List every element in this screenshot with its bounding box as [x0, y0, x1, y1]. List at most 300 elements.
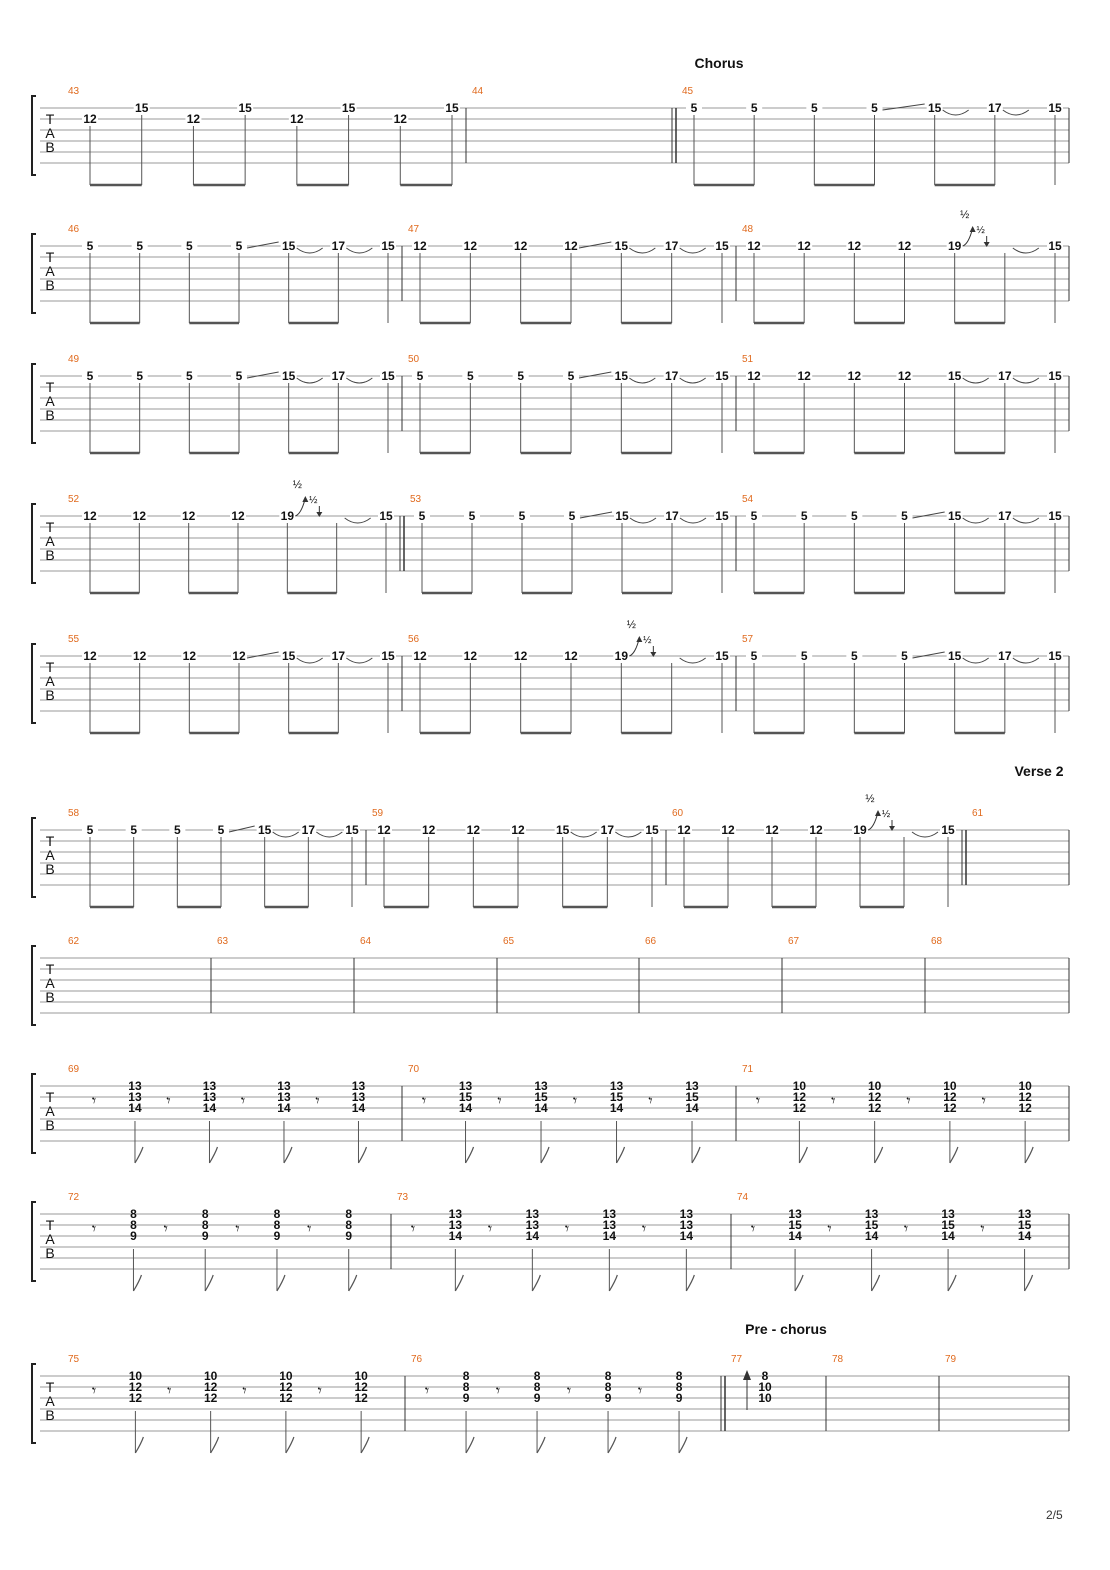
bend-arrowhead — [636, 636, 642, 642]
chord-fret: 14 — [602, 1229, 617, 1243]
system-bracket — [32, 644, 36, 723]
fret-number: 12 — [83, 112, 97, 126]
fret-number: 15 — [379, 509, 393, 523]
fret-number: 15 — [381, 369, 395, 383]
eighth-rest: 𝄾 — [166, 1093, 171, 1110]
fret-number: 19 — [947, 239, 962, 253]
eighth-rest: 𝄾 — [564, 1221, 570, 1238]
fret-number: 5 — [800, 509, 808, 523]
release-label: ½ — [643, 635, 652, 646]
tab-clef-letter: B — [45, 139, 55, 155]
fret-number: 17 — [998, 369, 1012, 383]
tab-clef-letter: B — [45, 687, 55, 703]
eighth-flag — [135, 1147, 143, 1163]
chord-fret: 12 — [279, 1391, 293, 1405]
fret-number: 12 — [747, 369, 761, 383]
eighth-rest: 𝄾 — [307, 1221, 312, 1238]
chord-fret: 8 — [273, 1207, 281, 1221]
tie-arc — [346, 248, 372, 253]
chord-fret: 15 — [788, 1218, 802, 1232]
tie-arc — [963, 378, 989, 383]
measure-number: 47 — [408, 224, 420, 235]
chord-fret: 14 — [128, 1101, 142, 1115]
measure-number: 69 — [68, 1064, 80, 1075]
measure-number: 67 — [788, 936, 800, 947]
fret-number: 17 — [665, 509, 679, 523]
chord-fret: 15 — [1017, 1218, 1032, 1232]
measure-number: 78 — [832, 1354, 844, 1365]
measure-number: 52 — [68, 494, 80, 505]
strum-fret: 8 — [761, 1369, 769, 1383]
chord-fret: 13 — [609, 1079, 624, 1093]
fret-number: 15 — [1048, 239, 1062, 253]
bend-label: ½ — [626, 619, 636, 631]
chord-fret: 15 — [864, 1218, 879, 1232]
fret-number: 12 — [847, 239, 862, 253]
fret-number: 5 — [217, 823, 225, 837]
tab-clef-letter: T — [45, 379, 55, 395]
chord-fret: 8 — [462, 1380, 470, 1394]
fret-number: 15 — [715, 509, 729, 523]
system-bracket — [32, 946, 36, 1025]
tab-clef-letter: B — [45, 1117, 55, 1133]
fret-number: 12 — [421, 823, 436, 837]
tab-clef-letter: T — [45, 111, 55, 127]
chord-fret: 9 — [130, 1229, 137, 1243]
tab-clef-letter: T — [45, 249, 55, 265]
chord-fret: 10 — [279, 1369, 293, 1383]
measure-number: 54 — [742, 494, 754, 505]
slide-line — [913, 652, 945, 658]
eighth-flag — [455, 1275, 463, 1291]
chord-fret: 13 — [525, 1218, 540, 1232]
eighth-flag — [133, 1275, 141, 1291]
chord-fret: 8 — [675, 1380, 683, 1394]
chord-fret: 8 — [345, 1207, 353, 1221]
chord-fret: 12 — [354, 1380, 368, 1394]
tie-arc — [297, 658, 323, 663]
tab-clef-letter: T — [45, 659, 55, 675]
chord-fret: 9 — [462, 1391, 470, 1405]
eighth-flag — [466, 1437, 474, 1453]
fret-number: 15 — [715, 369, 729, 383]
slide-line — [247, 372, 279, 378]
chord-fret: 14 — [534, 1101, 548, 1115]
chord-fret: 10 — [867, 1079, 882, 1093]
chord-fret: 13 — [525, 1207, 540, 1221]
fret-number: 17 — [998, 509, 1012, 523]
system-bracket — [32, 96, 36, 175]
chord-fret: 14 — [277, 1101, 291, 1115]
chord-fret: 12 — [354, 1391, 368, 1405]
chord-fret: 13 — [788, 1207, 802, 1221]
chord-fret: 13 — [1017, 1207, 1032, 1221]
tab-clef-letter: B — [45, 277, 55, 293]
fret-number: 5 — [568, 509, 576, 523]
fret-number: 5 — [810, 101, 818, 115]
slide-line — [229, 826, 255, 832]
tab-clef-letter: B — [45, 407, 55, 423]
chord-fret: 8 — [201, 1218, 209, 1232]
fret-number: 12 — [232, 649, 246, 663]
fret-number: 5 — [850, 509, 858, 523]
fret-number: 12 — [83, 509, 97, 523]
measure-number: 66 — [645, 936, 657, 947]
page-number: 2/5 — [1046, 1508, 1063, 1522]
chord-fret: 14 — [685, 1101, 699, 1115]
eighth-flag — [692, 1147, 700, 1163]
tie-arc — [680, 658, 706, 663]
chord-fret: 15 — [534, 1090, 548, 1104]
chord-fret: 14 — [864, 1229, 879, 1243]
chord-fret: 13 — [351, 1090, 366, 1104]
eighth-rest: 𝄾 — [637, 1383, 643, 1400]
eighth-flag — [541, 1147, 549, 1163]
fret-number: 5 — [136, 239, 144, 253]
tab-clef-letter: B — [45, 547, 55, 563]
fret-number: 15 — [238, 101, 252, 115]
eighth-rest: 𝄾 — [487, 1221, 493, 1238]
eighth-flag — [349, 1275, 357, 1291]
chord-fret: 14 — [351, 1101, 366, 1115]
fret-number: 15 — [445, 101, 459, 115]
fret-number: 15 — [927, 101, 942, 115]
chord-fret: 13 — [864, 1207, 879, 1221]
measure-number: 61 — [972, 808, 984, 819]
fret-number: 5 — [871, 101, 878, 115]
fret-number: 12 — [290, 112, 304, 126]
chord-fret: 10 — [1018, 1079, 1032, 1093]
measure-number: 68 — [931, 936, 943, 947]
chord-fret: 13 — [685, 1079, 699, 1093]
tie-arc — [297, 248, 323, 253]
chord-fret: 12 — [203, 1391, 218, 1405]
eighth-flag — [1025, 1275, 1033, 1291]
fret-number: 15 — [257, 823, 272, 837]
fret-number: 19 — [280, 509, 295, 523]
chord-fret: 8 — [345, 1218, 353, 1232]
eighth-rest: 𝄾 — [572, 1093, 578, 1110]
eighth-rest: 𝄾 — [566, 1383, 572, 1400]
eighth-flag — [608, 1437, 616, 1453]
measure-number: 59 — [372, 808, 384, 819]
system-bracket — [32, 1364, 36, 1443]
tie-arc — [615, 832, 641, 837]
chord-fret: 13 — [602, 1218, 617, 1232]
measure-number: 64 — [360, 936, 372, 947]
eighth-rest: 𝄾 — [91, 1093, 97, 1110]
slide-line — [247, 652, 279, 658]
system-bracket — [32, 234, 36, 313]
measure-number: 77 — [731, 1354, 743, 1365]
tab-clef-letter: A — [45, 393, 55, 409]
tie-arc — [1013, 518, 1039, 523]
tie-arc — [346, 378, 372, 383]
tie-arc — [1013, 248, 1039, 253]
fret-number: 17 — [331, 239, 346, 253]
slide-line — [913, 512, 945, 518]
chord-fret: 12 — [128, 1391, 143, 1405]
fret-number: 12 — [231, 509, 245, 523]
chord-fret: 9 — [201, 1229, 209, 1243]
fret-number: 19 — [853, 823, 867, 837]
eighth-flag — [1025, 1147, 1033, 1163]
fret-number: 15 — [281, 649, 296, 663]
tab-clef-letter: B — [45, 1407, 55, 1423]
measure-number: 56 — [408, 634, 420, 645]
fret-number: 17 — [600, 823, 615, 837]
tie-arc — [629, 248, 655, 253]
eighth-flag — [205, 1275, 213, 1291]
fret-number: 5 — [235, 239, 243, 253]
fret-number: 5 — [86, 823, 94, 837]
eighth-rest: 𝄾 — [641, 1221, 647, 1238]
eighth-flag — [211, 1437, 219, 1453]
fret-number: 15 — [715, 649, 729, 663]
system-bracket — [32, 818, 36, 897]
tie-arc — [680, 248, 706, 253]
chord-fret: 14 — [448, 1229, 463, 1243]
eighth-flag — [532, 1275, 540, 1291]
fret-number: 15 — [645, 823, 659, 837]
chord-fret: 13 — [448, 1218, 463, 1232]
tie-arc — [629, 378, 655, 383]
fret-number: 15 — [1048, 369, 1062, 383]
tab-clef-letter: A — [45, 1231, 55, 1247]
fret-number: 12 — [897, 369, 912, 383]
tie-arc — [346, 658, 372, 663]
eighth-rest: 𝄾 — [167, 1383, 172, 1400]
fret-number: 5 — [86, 369, 94, 383]
chord-fret: 14 — [679, 1229, 694, 1243]
eighth-flag — [466, 1147, 474, 1163]
chord-fret: 13 — [128, 1090, 142, 1104]
fret-number: 12 — [181, 509, 196, 523]
fret-number: 12 — [83, 649, 97, 663]
measure-number: 74 — [737, 1192, 749, 1203]
tab-clef-letter: T — [45, 519, 55, 535]
eighth-rest: 𝄾 — [240, 1093, 246, 1110]
chord-fret: 12 — [943, 1101, 957, 1115]
chord-fret: 12 — [128, 1380, 143, 1394]
system-bracket — [32, 504, 36, 583]
fret-number: 15 — [947, 509, 962, 523]
eighth-rest: 𝄾 — [91, 1383, 97, 1400]
eighth-flag — [686, 1275, 694, 1291]
measure-number: 72 — [68, 1192, 80, 1203]
chord-fret: 8 — [462, 1369, 470, 1383]
fret-number: 19 — [614, 649, 629, 663]
fret-number: 15 — [341, 101, 356, 115]
measure-number: 76 — [411, 1354, 423, 1365]
fret-number: 12 — [132, 509, 147, 523]
fret-number: 12 — [377, 823, 391, 837]
fret-number: 15 — [947, 369, 962, 383]
fret-number: 17 — [664, 239, 679, 253]
chord-fret: 12 — [203, 1380, 218, 1394]
fret-number: 12 — [847, 369, 862, 383]
chord-fret: 14 — [788, 1229, 802, 1243]
eighth-rest: 𝄾 — [410, 1221, 416, 1238]
tab-clef-letter: B — [45, 861, 55, 877]
chord-fret: 13 — [458, 1079, 473, 1093]
fret-number: 15 — [614, 369, 629, 383]
tie-arc — [316, 832, 342, 837]
chord-fret: 13 — [602, 1207, 617, 1221]
fret-number: 12 — [809, 823, 823, 837]
fret-number: 12 — [721, 823, 735, 837]
release-label: ½ — [881, 809, 891, 820]
fret-number: 15 — [614, 239, 629, 253]
fret-number: 5 — [750, 509, 758, 523]
eighth-rest: 𝄾 — [91, 1221, 97, 1238]
fret-number: 15 — [947, 649, 962, 663]
fret-number: 17 — [331, 369, 346, 383]
eighth-flag — [795, 1275, 803, 1291]
eighth-rest: 𝄾 — [903, 1221, 909, 1238]
bend-arrowhead — [970, 226, 976, 232]
slide-line — [247, 242, 279, 248]
measure-number: 79 — [945, 1354, 957, 1365]
eighth-rest: 𝄾 — [163, 1221, 168, 1238]
eighth-rest: 𝄾 — [315, 1093, 320, 1110]
fret-number: 17 — [301, 823, 316, 837]
chord-fret: 14 — [609, 1101, 624, 1115]
fret-number: 15 — [555, 823, 570, 837]
slide-line — [579, 242, 611, 248]
chord-fret: 12 — [867, 1101, 882, 1115]
measure-number: 53 — [410, 494, 422, 505]
measure-number: 63 — [217, 936, 229, 947]
fret-number: 12 — [182, 649, 197, 663]
fret-number: 15 — [381, 239, 395, 253]
eighth-flag — [135, 1437, 143, 1453]
measure-number: 44 — [472, 86, 484, 97]
fret-number: 5 — [690, 101, 698, 115]
measure-number: 75 — [68, 1354, 80, 1365]
section-label: Pre - chorus — [745, 1321, 827, 1337]
fret-number: 12 — [564, 649, 578, 663]
eighth-rest: 𝄾 — [831, 1093, 836, 1110]
fret-number: 15 — [615, 509, 629, 523]
eighth-flag — [875, 1147, 883, 1163]
chord-fret: 12 — [279, 1380, 293, 1394]
fret-number: 17 — [331, 649, 346, 663]
measure-number: 43 — [68, 86, 80, 97]
chord-fret: 15 — [941, 1218, 955, 1232]
chord-fret: 13 — [679, 1207, 694, 1221]
chord-fret: 13 — [351, 1079, 366, 1093]
eighth-flag — [679, 1437, 687, 1453]
release-label: ½ — [976, 225, 985, 236]
eighth-flag — [609, 1275, 617, 1291]
measure-number: 57 — [742, 634, 754, 645]
chord-fret: 12 — [1018, 1101, 1032, 1115]
chord-fret: 14 — [202, 1101, 217, 1115]
fret-number: 12 — [186, 112, 201, 126]
measure-number: 55 — [68, 634, 80, 645]
tie-arc — [345, 518, 371, 523]
fret-number: 12 — [511, 823, 525, 837]
bend-label: ½ — [292, 479, 302, 491]
fret-number: 17 — [664, 369, 679, 383]
eighth-rest: 𝄾 — [495, 1383, 501, 1400]
chord-fret: 8 — [130, 1207, 137, 1221]
eighth-rest: 𝄾 — [421, 1093, 427, 1110]
tab-clef-letter: T — [45, 1089, 55, 1105]
fret-number: 15 — [381, 649, 395, 663]
chord-fret: 10 — [203, 1369, 218, 1383]
eighth-flag — [872, 1275, 880, 1291]
chord-fret: 12 — [943, 1090, 957, 1104]
chord-fret: 13 — [202, 1090, 217, 1104]
eighth-flag — [284, 1147, 292, 1163]
strum-arrowhead — [743, 1370, 751, 1380]
chord-fret: 14 — [458, 1101, 473, 1115]
tie-arc — [571, 832, 597, 837]
fret-number: 15 — [1048, 101, 1062, 115]
chord-fret: 13 — [277, 1079, 291, 1093]
section-label: Chorus — [694, 55, 744, 71]
eighth-rest: 𝄾 — [906, 1093, 911, 1110]
eighth-rest: 𝄾 — [317, 1383, 322, 1400]
fret-number: 5 — [418, 509, 426, 523]
chord-fret: 9 — [604, 1391, 612, 1405]
fret-number: 5 — [517, 369, 525, 383]
measure-number: 73 — [397, 1192, 409, 1203]
chord-fret: 13 — [679, 1218, 694, 1232]
bend-label: ½ — [960, 209, 970, 221]
fret-number: 5 — [800, 649, 808, 663]
fret-number: 5 — [130, 823, 138, 837]
fret-number: 5 — [185, 369, 193, 383]
tab-clef-letter: T — [45, 1379, 55, 1395]
chord-fret: 10 — [943, 1079, 957, 1093]
fret-number: 5 — [185, 239, 193, 253]
eighth-flag — [799, 1147, 807, 1163]
chord-fret: 9 — [345, 1229, 353, 1243]
fret-number: 12 — [466, 823, 481, 837]
measure-number: 50 — [408, 354, 420, 365]
measure-number: 71 — [742, 1064, 754, 1075]
eighth-rest: 𝄾 — [424, 1383, 430, 1400]
fret-number: 5 — [750, 101, 758, 115]
tab-clef-letter: A — [45, 125, 55, 141]
fret-number: 15 — [281, 239, 296, 253]
chord-fret: 15 — [458, 1090, 473, 1104]
chord-fret: 15 — [685, 1090, 699, 1104]
chord-fret: 13 — [941, 1207, 955, 1221]
chord-fret: 10 — [354, 1369, 368, 1383]
section-label: Verse 2 — [1014, 763, 1064, 779]
fret-number: 5 — [850, 649, 858, 663]
fret-number: 15 — [941, 823, 955, 837]
measure-number: 60 — [672, 808, 684, 819]
eighth-rest: 𝄾 — [235, 1221, 240, 1238]
tie-arc — [963, 658, 989, 663]
fret-number: 5 — [136, 369, 144, 383]
eighth-rest: 𝄾 — [755, 1093, 761, 1110]
fret-number: 5 — [466, 369, 474, 383]
chord-fret: 15 — [609, 1090, 624, 1104]
eighth-rest: 𝄾 — [242, 1383, 247, 1400]
fret-number: 15 — [715, 239, 729, 253]
eighth-flag — [361, 1437, 369, 1453]
measure-number: 51 — [742, 354, 754, 365]
tie-arc — [943, 110, 969, 115]
tab-clef-letter: T — [45, 961, 55, 977]
chord-fret: 9 — [675, 1391, 683, 1405]
